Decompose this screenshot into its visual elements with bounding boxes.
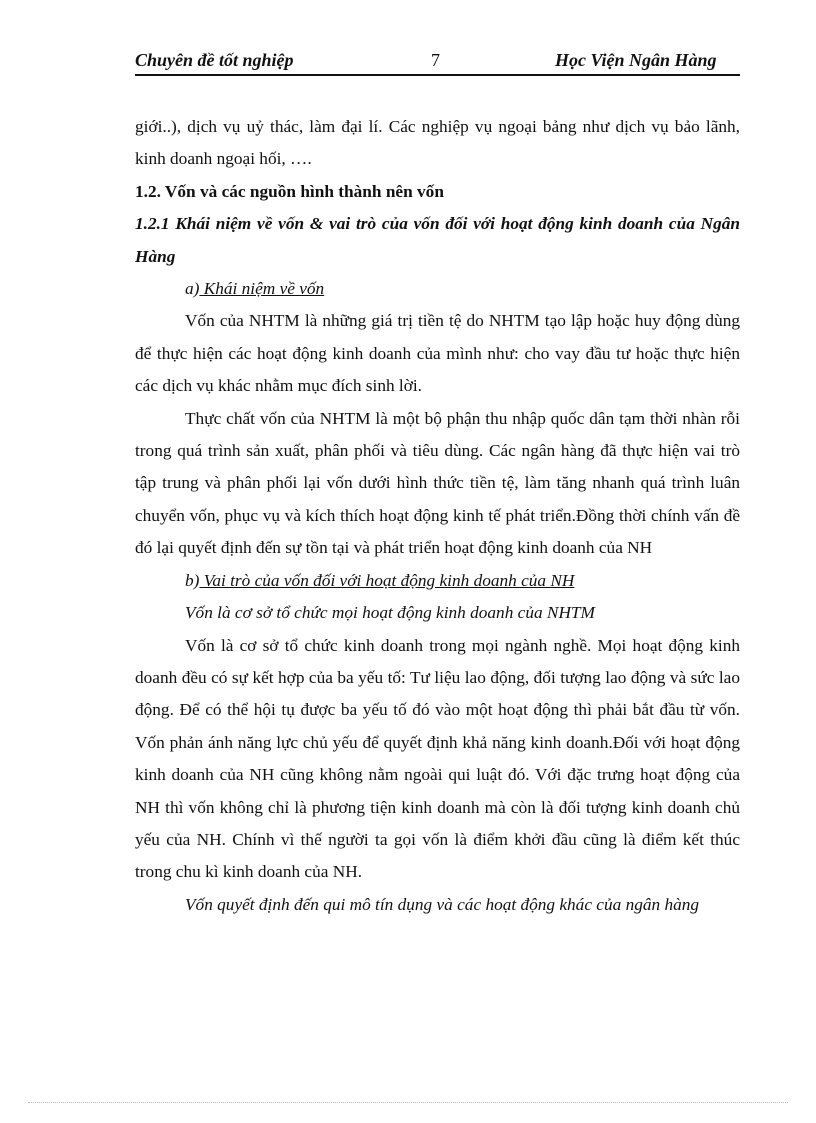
page-body <box>135 111 740 921</box>
page-header <box>135 48 740 76</box>
italic-point-1: Vốn là cơ sở tổ chức mọi hoạt động kinh doanh của NHTM <box>185 603 595 623</box>
subsection-heading: 1.2.1 Khái niệm về vốn & vai trò của vốn đối với hoạt động kinh doanh của Ngân Hàng <box>135 214 740 266</box>
paragraph-definition: Vốn của NHTM là những giá trị tiền tệ do NHTM tạo lập hoặc huy động dùng để thực hiện các hoạt động kinh doanh của mình như: cho vay đầu tư hoặc thực hiện các dịch vụ khác nhằm mục đích sinh lời. <box>135 311 740 396</box>
header-page-number: 7 <box>431 50 440 70</box>
sub-heading-b-text: Vai trò của vốn đối với hoạt động kinh doanh của NH <box>199 570 575 590</box>
sub-heading-b <box>135 565 740 597</box>
sub-heading-a-text: Khái niệm về vốn <box>199 279 325 299</box>
page-bottom-divider <box>28 1102 788 1103</box>
paragraph-continuation: giới..), dịch vụ uỷ thác, làm đại lí. Các nghiệp vụ ngoại bảng như dịch vụ bảo lãnh, kinh doanh ngoại hối, …. <box>135 117 740 169</box>
italic-point-2: Vốn quyết định đến qui mô tín dụng và các hoạt động khác của ngân hàng <box>185 894 700 914</box>
header-document-title: Chuyên đề tốt nghiệp <box>135 50 294 70</box>
paragraph-nature: Thực chất vốn của NHTM là một bộ phận thu nhập quốc dân tạm thời nhàn rỗi trong quá trình sản xuất, phân phối và tiêu dùng. Các ngân hàng đã thực hiện vai trò tập trung và phân phối lại vốn dưới hình thức tiền tệ, làm tăng nhanh quá trình luân chuyển vốn, phục vụ và kích thích hoạt động kinh tế phát triển.Đồng thời chính vấn đề đó lại quyết định đến sự tồn tại và phát triển hoạt động kinh doanh của NH <box>135 408 740 558</box>
sub-heading-b-prefix: b) <box>185 570 200 590</box>
sub-heading-a-prefix: a) <box>185 279 200 299</box>
header-institution: Học Viện Ngân Hàng <box>555 50 717 70</box>
section-heading: 1.2. Vốn và các nguồn hình thành nên vốn <box>135 181 444 201</box>
paragraph-role: Vốn là cơ sở tổ chức kinh doanh trong mọi ngành nghề. Mọi hoạt động kinh doanh đều có sự kết hợp của ba yếu tố: Tư liệu lao động, đối tượng lao động và sức lao động. Để có thể hội tụ được ba yếu tố đó vào một hoạt động thì phải bắt đầu từ vốn. Vốn phản ánh năng lực chủ yếu để quyết định khả năng kinh doanh.Đối với hoạt động kinh doanh của NH cũng không nằm ngoài qui luật đó. Với đặc trưng hoạt động của NH thì vốn không chỉ là phương tiện kinh doanh mà còn là đối tượng kinh doanh chủ yếu của NH. Chính vì thế người ta gọi vốn là điểm khởi đầu cũng là điểm kết thúc trong chu kì kinh doanh của NH. <box>135 635 740 882</box>
sub-heading-a <box>135 273 740 305</box>
